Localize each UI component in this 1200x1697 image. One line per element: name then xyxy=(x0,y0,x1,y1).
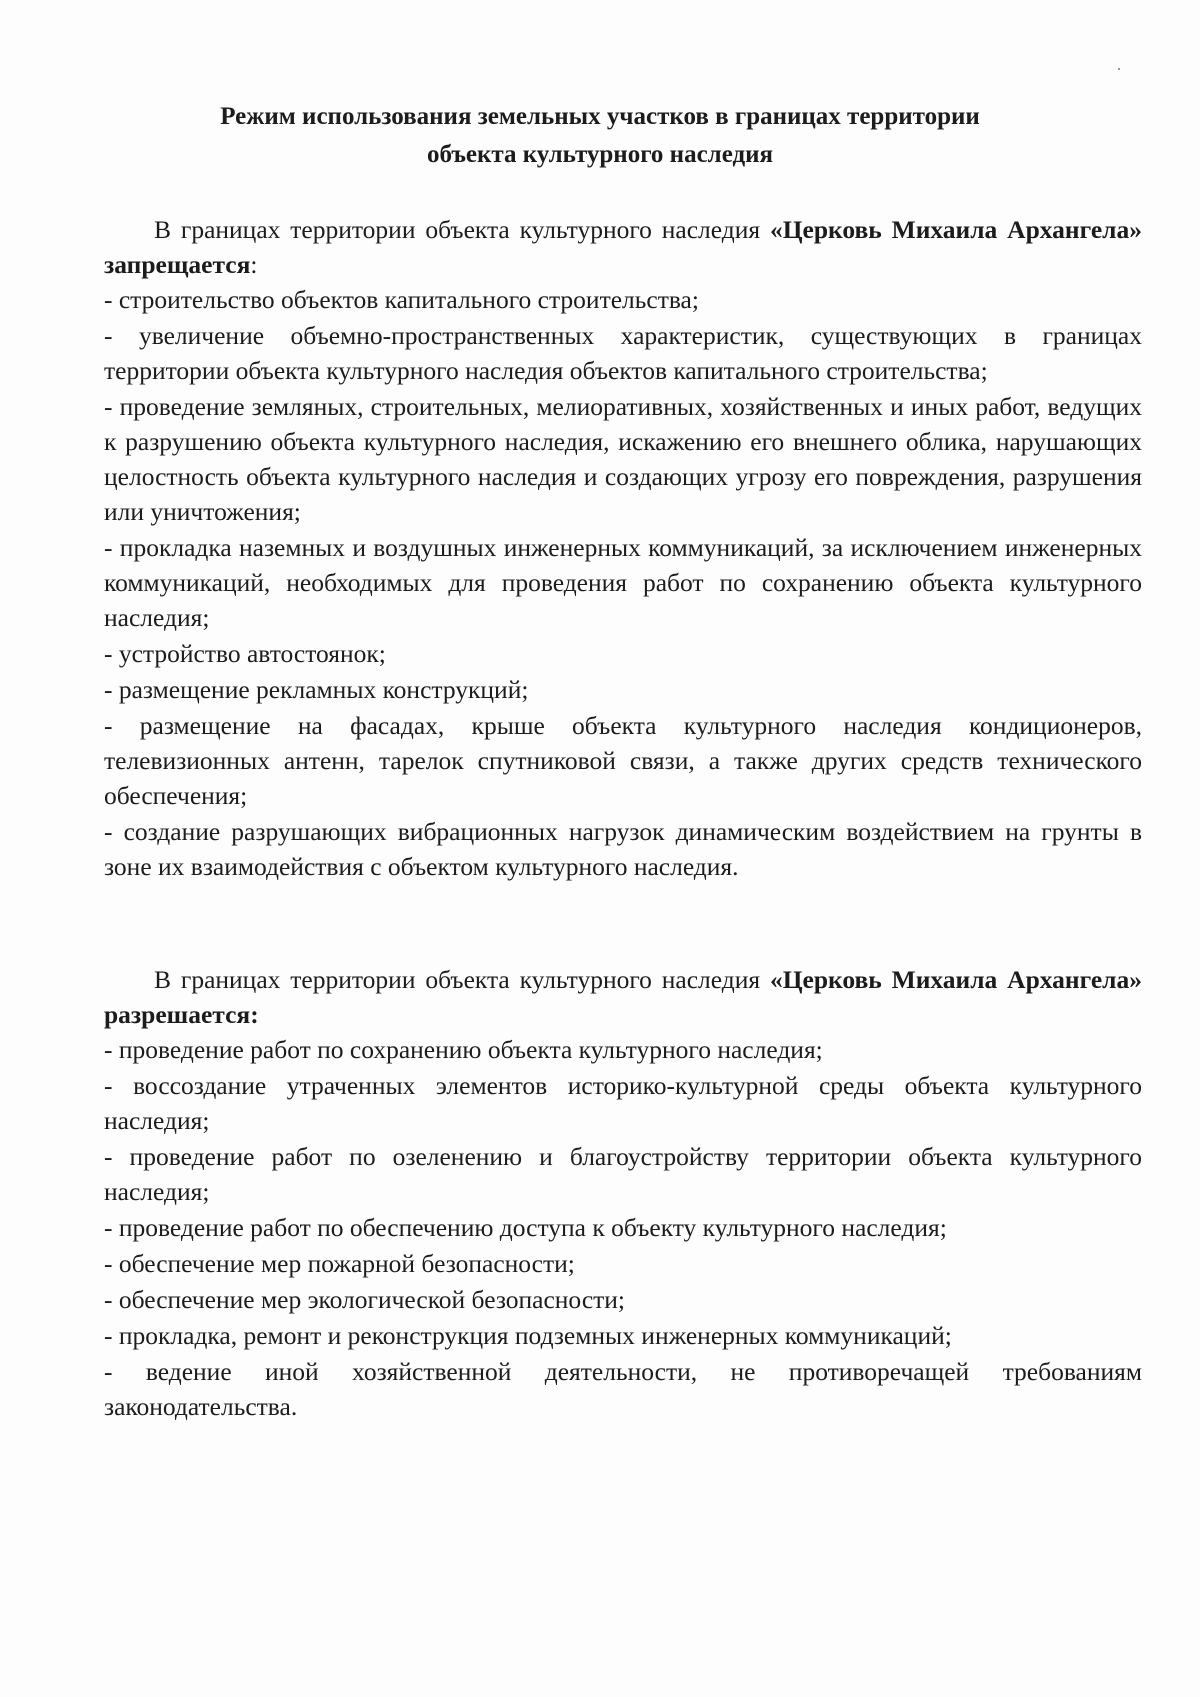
prohibited-intro-text: В границах территории объекта культурного наследия xyxy=(154,215,770,244)
list-item: - проведение работ по сохранению объекта культурного наследия; xyxy=(104,1035,823,1064)
permitted-keyword: разрешается: xyxy=(104,1000,259,1029)
prohibited-list xyxy=(104,282,1142,884)
permitted-section xyxy=(104,962,1142,1425)
list-item: - проведение работ по озеленению и благоустройству территории объекта культурного наследия; xyxy=(104,1142,1142,1206)
list-item: - размещение на фасадах, крыше объекта культурного наследия кондиционеров, телевизионных антенн, тарелок спутниковой связи, а также других средств технического обеспечения; xyxy=(104,711,1142,810)
permitted-object-name: «Церковь Михаила Архангела» xyxy=(769,965,1142,994)
permitted-list xyxy=(104,1032,1142,1424)
prohibited-section xyxy=(104,212,1142,885)
list-item: - проведение работ по обеспечению доступа к объекту культурного наследия; xyxy=(104,1213,947,1242)
prohibited-keyword: запрещается xyxy=(104,250,251,279)
list-item: - размещение рекламных конструкций; xyxy=(104,675,529,704)
prohibited-colon: : xyxy=(250,250,258,279)
list-item: - ведение иной хозяйственной деятельности, не противоречащей требованиям законодательства. xyxy=(104,1357,1142,1421)
list-item: - строительство объектов капитального строительства; xyxy=(104,285,699,314)
scan-speck xyxy=(1118,68,1120,70)
list-item: - увеличение объемно-пространственных характеристик, существующих в границах территории объекта культурного наследия объектов капитального строительства; xyxy=(104,321,1142,385)
list-item: - воссоздание утраченных элементов историко-культурной среды объекта культурного наследия; xyxy=(104,1071,1142,1135)
list-item: - проведение земляных, строительных, мелиоративных, хозяйственных и иных работ, ведущих к разрушению объекта культурного наследия, искажению его внешнего облика, нарушающих целостность объекта культурного наследия и создающих угрозу его повреждения, разрушения или уничтожения; xyxy=(104,392,1142,526)
list-item: - создание разрушающих вибрационных нагрузок динамическим воздействием на грунты в зоне их взаимодействия с объектом культурного наследия. xyxy=(104,817,1142,881)
document-title xyxy=(100,98,1100,174)
list-item: - обеспечение мер пожарной безопасности; xyxy=(104,1249,575,1278)
title-line-2: объекта культурного наследия xyxy=(426,141,774,168)
permitted-intro xyxy=(104,962,1142,1032)
prohibited-intro xyxy=(104,212,1142,282)
title-line-1: Режим использования земельных участков в границах территории xyxy=(220,103,980,130)
list-item: - устройство автостоянок; xyxy=(104,639,386,668)
permitted-intro-text: В границах территории объекта культурного наследия xyxy=(154,965,770,994)
list-item: - прокладка наземных и воздушных инженерных коммуникаций, за исключением инженерных коммуникаций, необходимых для проведения работ по сохранению объекта культурного наследия; xyxy=(104,533,1142,632)
list-item: - обеспечение мер экологической безопасности; xyxy=(104,1285,626,1314)
list-item: - прокладка, ремонт и реконструкция подземных инженерных коммуникаций; xyxy=(104,1321,952,1350)
prohibited-object-name: «Церковь Михаила Архангела» xyxy=(769,215,1142,244)
